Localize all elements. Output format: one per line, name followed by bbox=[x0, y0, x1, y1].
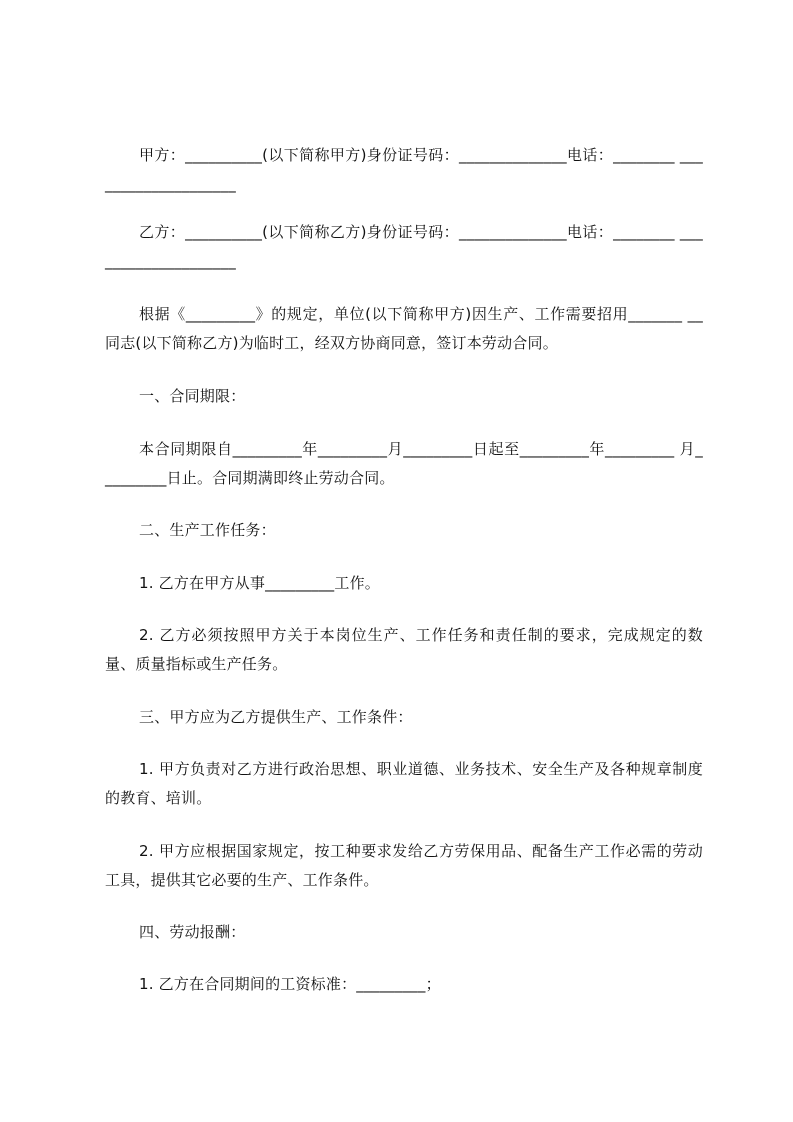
section-3-heading: 三、甲方应为乙方提供生产、工作条件： bbox=[139, 708, 413, 726]
contract-preamble: 根据《_________》的规定，单位(以下简称甲方)因生产、工作需要招用_______ __同志(以下简称乙方)为临时工，经双方协商同意，签订本劳动合同。 bbox=[105, 305, 703, 352]
section-4-heading: 四、劳动报酬： bbox=[139, 923, 246, 941]
section-2-item-1: 1. 乙方在甲方从事_________工作。 bbox=[139, 574, 380, 592]
section-3-item-2: 2. 甲方应根据国家规定，按工种要求发给乙方劳保用品、配备生产工作必需的劳动工具，提供其它必要的生产、工作条件。 bbox=[105, 842, 703, 889]
section-4-item-1: 1. 乙方在合同期间的工资标准：_________； bbox=[139, 975, 441, 993]
party-a-info: 甲方：__________(以下简称甲方)身份证号码：______________电话：________ ____________________ bbox=[105, 146, 703, 193]
section-2-heading: 二、生产工作任务： bbox=[139, 521, 276, 539]
section-1-term: 本合同期限自_________年_________月_________日起至_________年_________ 月_________日止。合同期满即终止劳动合同。 bbox=[105, 440, 703, 487]
section-3-item-1: 1. 甲方负责对乙方进行政治思想、职业道德、业务技术、安全生产及各种规章制度的教育、培训。 bbox=[105, 760, 703, 807]
section-1-heading: 一、合同期限： bbox=[139, 387, 246, 405]
party-b-info: 乙方：__________(以下简称乙方)身份证号码：______________电话：________ ____________________ bbox=[105, 223, 703, 270]
section-2-item-2: 2. 乙方必须按照甲方关于本岗位生产、工作任务和责任制的要求，完成规定的数量、质量指标或生产任务。 bbox=[105, 626, 703, 673]
